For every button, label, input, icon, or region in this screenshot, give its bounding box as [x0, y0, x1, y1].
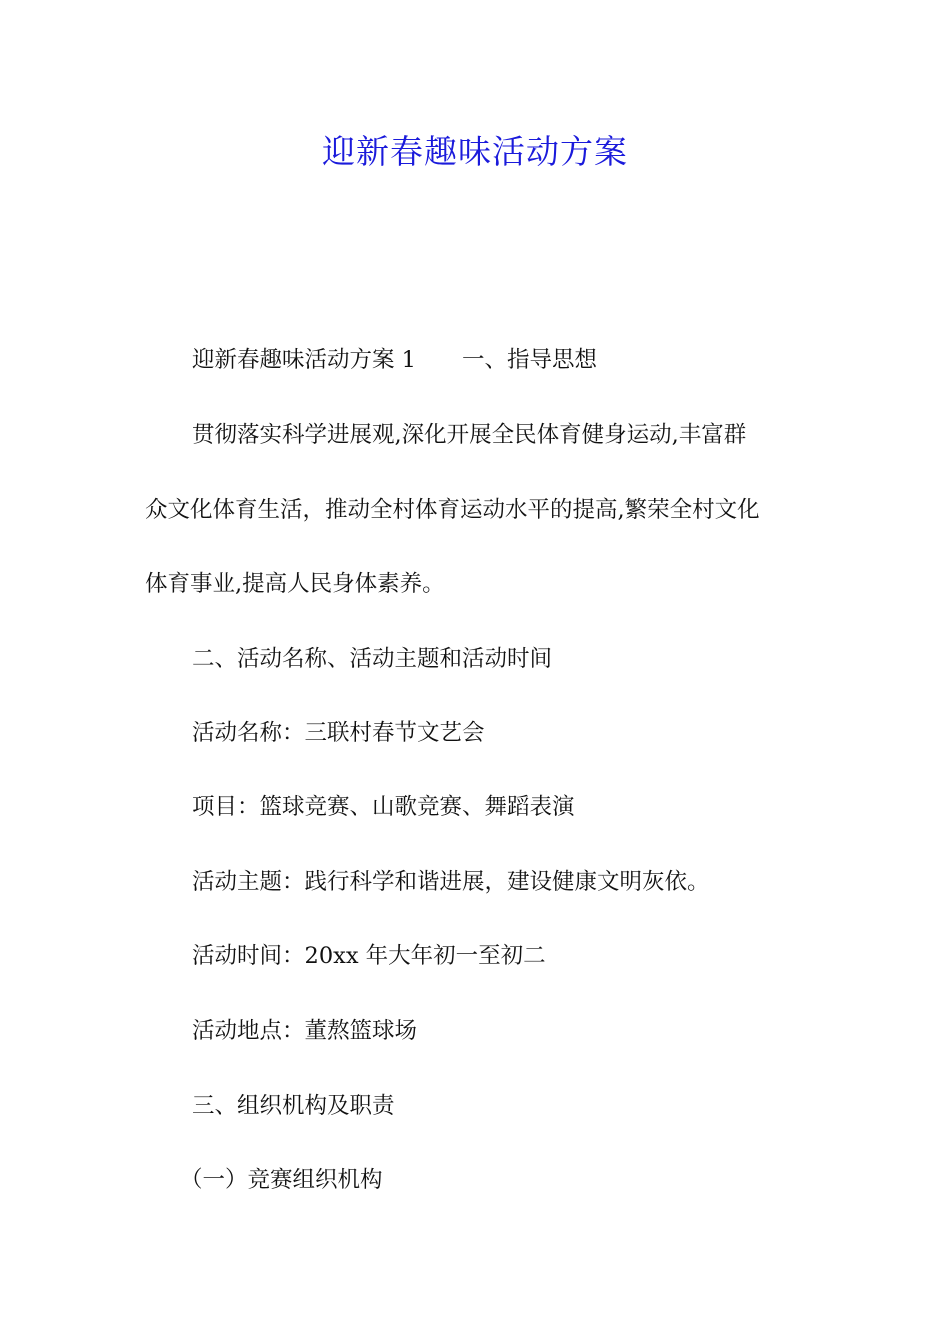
- section-3-heading: 三、组织机构及职责: [192, 1093, 395, 1119]
- activity-theme: 活动主题：践行科学和谐进展，建设健康文明灰依。: [192, 869, 710, 895]
- page-title: 迎新春趣味活动方案: [322, 132, 628, 171]
- projects: 项目：篮球竞赛、山歌竞赛、舞蹈表演: [192, 794, 575, 820]
- plan-label: 迎新春趣味活动方案 1: [192, 347, 416, 373]
- paragraph-1-line-1: 贯彻落实科学进展观,深化开展全民体育健身运动,丰富群: [192, 422, 747, 448]
- paragraph-1-line-2: 众文化体育生活，推动全村体育运动水平的提高,繁荣全村文化: [145, 497, 760, 523]
- activity-location: 活动地点：董熬篮球场: [192, 1018, 418, 1044]
- activity-name: 活动名称：三联村春节文艺会: [192, 720, 485, 746]
- paragraph-1-line-3: 体育事业,提高人民身体素养。: [145, 571, 445, 597]
- subsection-1-heading: （一）竞赛组织机构: [180, 1167, 383, 1193]
- activity-time: 活动时间：20xx 年大年初一至初二: [192, 943, 546, 969]
- section-2-heading: 二、活动名称、活动主题和活动时间: [192, 646, 553, 672]
- section-1-heading: 一、指导思想: [461, 347, 597, 373]
- intro-line: [192, 344, 597, 376]
